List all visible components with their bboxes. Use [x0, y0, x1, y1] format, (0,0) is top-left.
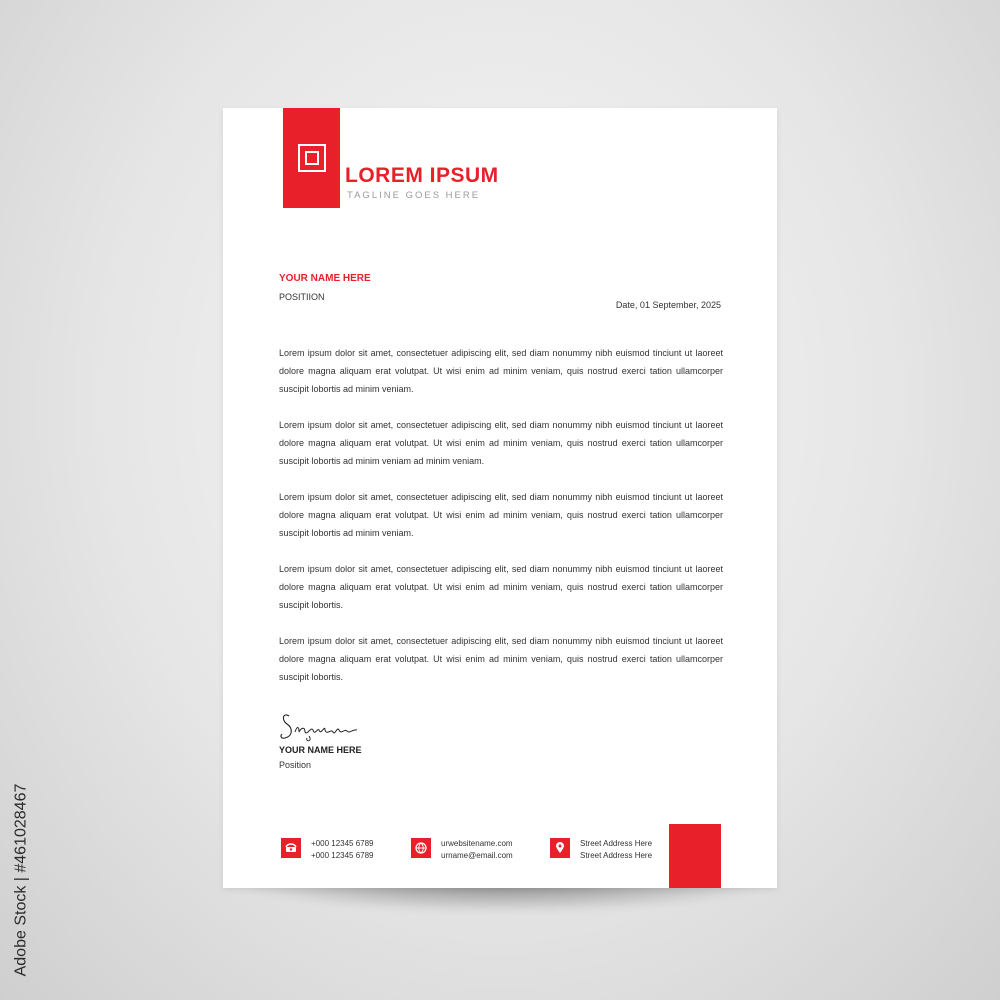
- body-paragraph: Lorem ipsum dolor sit amet, consectetuer adipiscing elit, sed diam nonummy nibh euismod tinciunt ut laoreet dolore magna aliquam erat volutpat. Ut wisi enim ad minim veniam, quis nostrud exerci tation ullamcorper suscipit lobortis ad minim veniam.: [279, 492, 723, 538]
- phone-line: +000 12345 6789: [311, 839, 374, 848]
- address-line: Street Address Here: [580, 839, 653, 848]
- signature-position: Position: [279, 760, 312, 770]
- tagline: TAGLINE GOES HERE: [347, 190, 481, 201]
- footer-accent-block: [669, 824, 721, 888]
- sender-position: POSITIION: [279, 292, 325, 302]
- website-line: urwebsitename.com: [441, 839, 513, 848]
- body-paragraph: Lorem ipsum dolor sit amet, consectetuer adipiscing elit, sed diam nonummy nibh euismod tinciunt ut laoreet dolore magna aliquam erat volutpat. Ut wisi enim ad minim veniam, quis nostrud exerci tation ullamcorper suscipit lobortis.: [279, 564, 723, 610]
- letter-date: Date, 01 September, 2025: [615, 300, 721, 310]
- logo-square-icon: [298, 144, 326, 172]
- body-paragraph: Lorem ipsum dolor sit amet, consectetuer adipiscing elit, sed diam nonummy nibh euismod tinciunt ut laoreet dolore magna aliquam erat volutpat. Ut wisi enim ad minim veniam, quis nostrud exerci tation ullamcorper suscipit lobortis ad minim veniam ad minim veniam.: [279, 420, 723, 466]
- location-pin-icon: [550, 838, 570, 858]
- sender-name: YOUR NAME HERE: [279, 273, 371, 284]
- logo-bar: [283, 108, 340, 208]
- letterhead-page: [223, 108, 777, 888]
- signature-name: YOUR NAME HERE: [279, 745, 362, 755]
- footer-phone: [281, 838, 374, 862]
- body-paragraph: Lorem ipsum dolor sit amet, consectetuer adipiscing elit, sed diam nonummy nibh euismod tinciunt ut laoreet dolore magna aliquam erat volutpat. Ut wisi enim ad minim veniam, quis nostrud exerci tation ullamcorper suscipit lobortis.: [279, 636, 723, 682]
- letter-body: [279, 344, 723, 704]
- footer-web: [411, 838, 513, 862]
- address-line: Street Address Here: [580, 851, 653, 860]
- handwritten-signature: [279, 708, 369, 742]
- stock-id-label: [8, 760, 34, 1000]
- globe-icon: [411, 838, 431, 858]
- stock-id-text: Adobe Stock | #461028467: [12, 783, 30, 977]
- company-name: LOREM IPSUM: [345, 164, 499, 187]
- email-line: urname@email.com: [441, 851, 513, 860]
- phone-icon: [281, 838, 301, 858]
- footer-address: [550, 838, 652, 862]
- phone-line: +000 12345 6789: [311, 851, 374, 860]
- body-paragraph: Lorem ipsum dolor sit amet, consectetuer adipiscing elit, sed diam nonummy nibh euismod tinciunt ut laoreet dolore magna aliquam erat volutpat. Ut wisi enim ad minim veniam, quis nostrud exerci tation ullamcorper suscipit lobortis ad minim veniam.: [279, 348, 723, 394]
